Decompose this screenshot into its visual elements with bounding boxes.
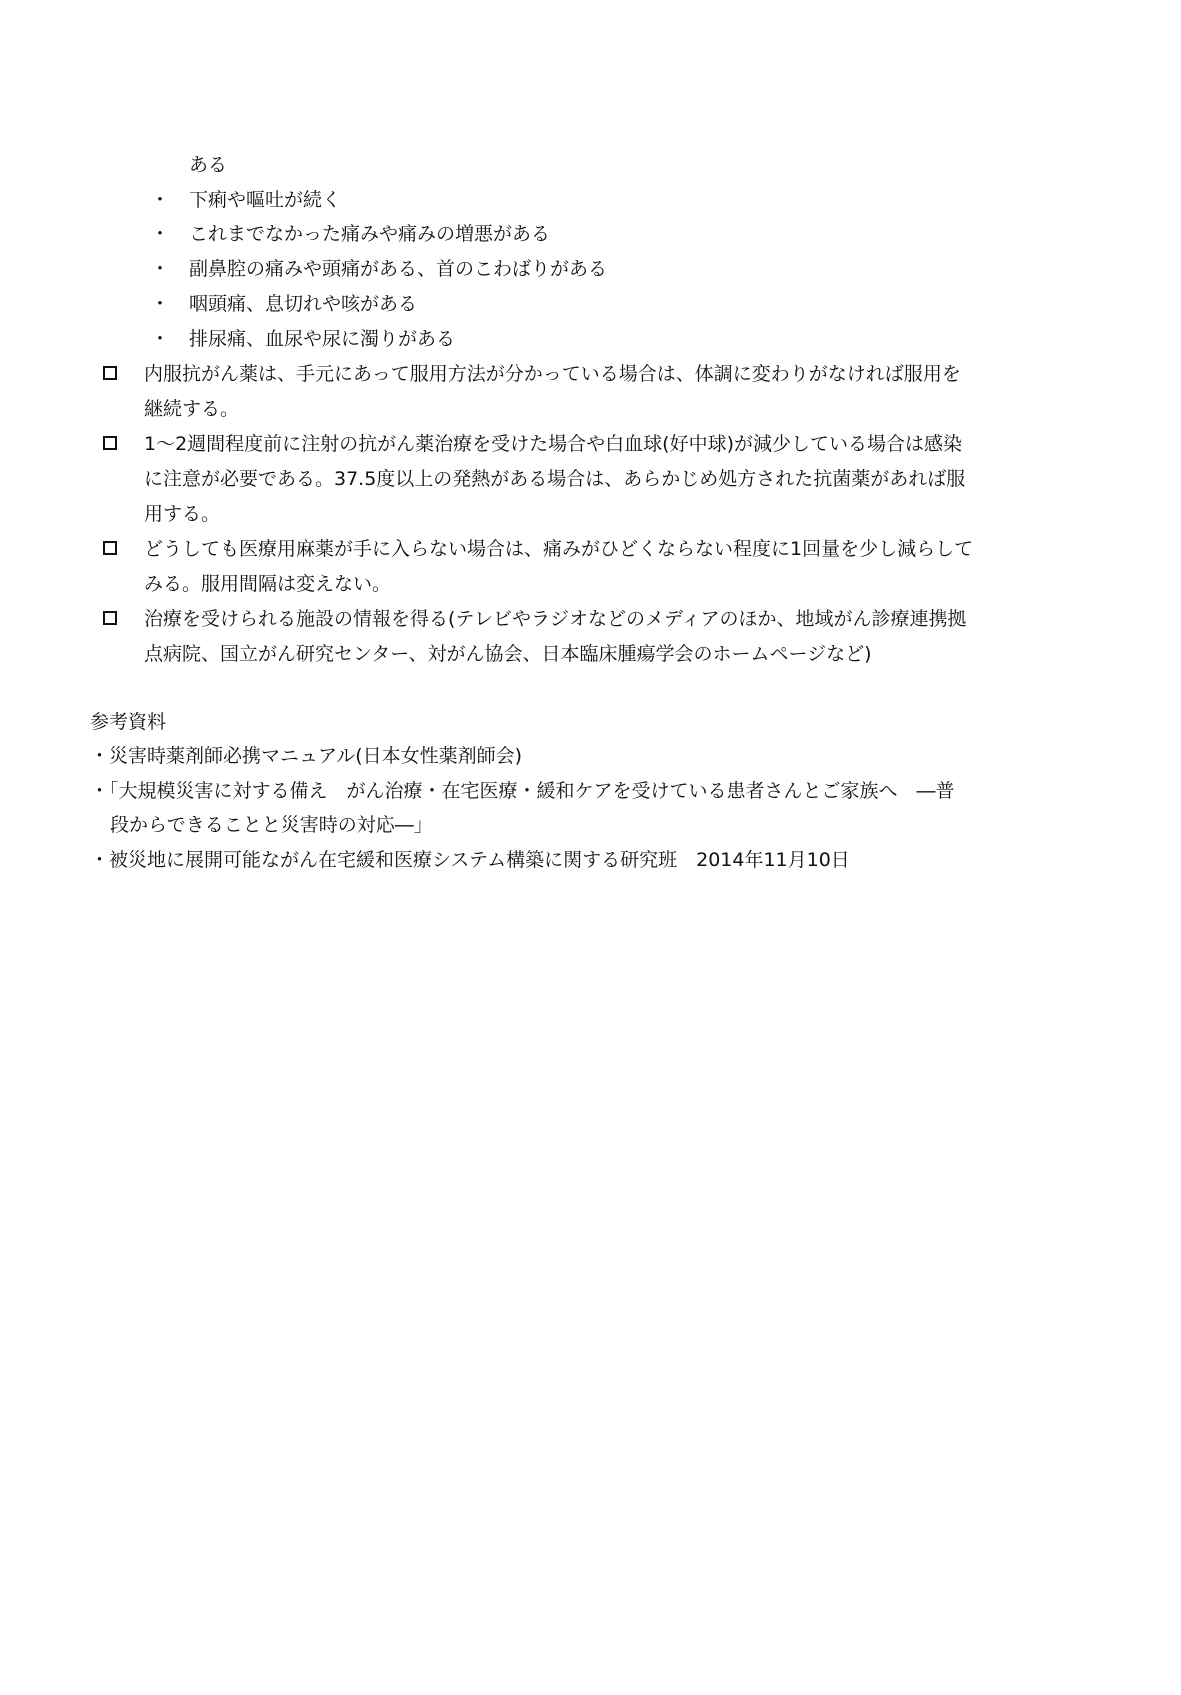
reference-item-continuation: 段からできることと災害時の対応―」 xyxy=(110,814,433,836)
list-item-text: 下痢や嘔吐が続く xyxy=(189,189,342,211)
bullet-dot-icon: ・ xyxy=(150,258,170,280)
list-item-text: これまでなかった痛みや痛みの増悪がある xyxy=(189,223,551,245)
checkbox-icon xyxy=(103,541,117,555)
checklist-item-line: 内服抗がん薬は、手元にあって服用方法が分かっている場合は、体調に変わりがなければ服用を xyxy=(144,363,961,385)
reference-item: ・被災地に展開可能ながん在宅緩和医療システム構築に関する研究班 2014年11月10日 xyxy=(90,849,850,871)
bullet-dot-icon: ・ xyxy=(150,328,170,350)
checklist-item-line: 用する。 xyxy=(144,503,221,525)
checklist-item-line: 治療を受けられる施設の情報を得る(テレビやラジオなどのメディアのほか、地域がん診療連携拠 xyxy=(144,608,967,630)
list-item xyxy=(0,292,1181,316)
checklist-item-line: 点病院、国立がん研究センター、対がん協会、日本臨床腫瘍学会のホームページなど) xyxy=(144,643,872,665)
checklist-item-line: みる。服用間隔は変えない。 xyxy=(144,573,392,595)
checkbox-icon xyxy=(103,436,117,450)
list-item xyxy=(0,222,1181,246)
list-item xyxy=(0,257,1181,281)
references-heading: 参考資料 xyxy=(90,711,167,733)
checklist-item-line: どうしても医療用麻薬が手に入らない場合は、痛みがひどくならない程度に1回量を少し減らして xyxy=(144,538,974,560)
checklist-item-line: 1～2週間程度前に注射の抗がん薬治療を受けた場合や白血球(好中球)が減少している場合は感染 xyxy=(144,433,963,455)
list-item xyxy=(0,327,1181,351)
list-item-text: 排尿痛、血尿や尿に濁りがある xyxy=(189,328,456,350)
checkbox-icon xyxy=(103,366,117,380)
sub-item-continuation: ある xyxy=(189,154,228,176)
list-item xyxy=(0,188,1181,212)
bullet-dot-icon: ・ xyxy=(150,293,170,315)
bullet-dot-icon: ・ xyxy=(150,189,170,211)
checklist-item-line: 継続する。 xyxy=(144,398,240,420)
bullet-dot-icon: ・ xyxy=(150,223,170,245)
reference-item: ・「大規模災害に対する備え がん治療・在宅医療・緩和ケアを受けている患者さんとご家族へ ―普 xyxy=(90,780,955,802)
checklist-item-line: に注意が必要である。37.5度以上の発熱がある場合は、あらかじめ処方された抗菌薬があれば服 xyxy=(144,468,966,490)
list-item-text: 咽頭痛、息切れや咳がある xyxy=(189,293,418,315)
list-item-text: 副鼻腔の痛みや頭痛がある、首のこわばりがある xyxy=(189,258,608,280)
reference-item: ・災害時薬剤師必携マニュアル(日本女性薬剤師会) xyxy=(90,745,523,767)
checkbox-icon xyxy=(103,611,117,625)
